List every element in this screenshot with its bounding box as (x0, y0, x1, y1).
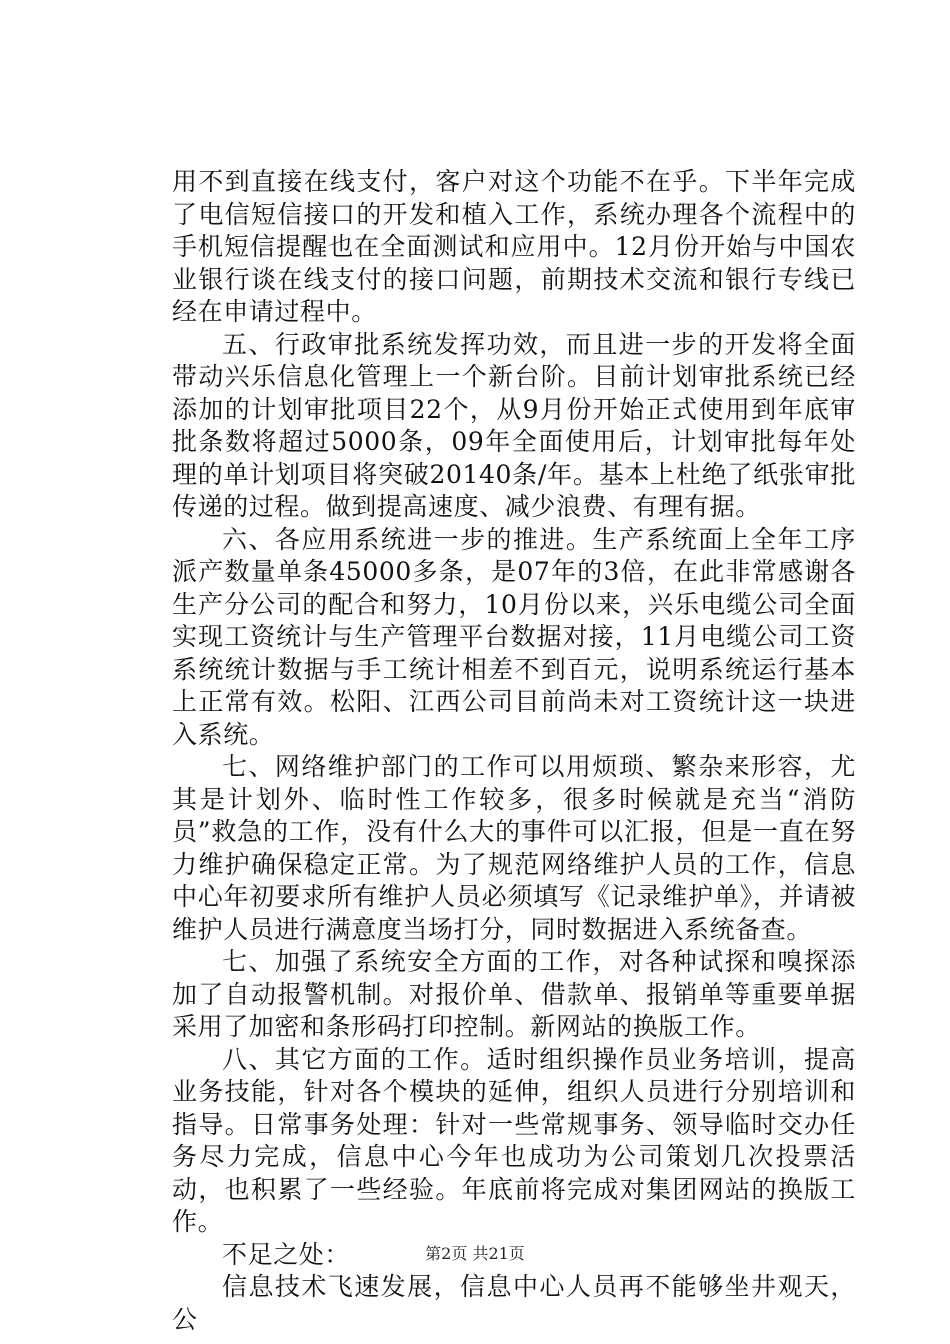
page-footer: 第2页 共21页 (425, 1244, 525, 1263)
shortcomings-heading: 不足之处： (222, 1239, 351, 1269)
paragraph-7-system-security: 七、加强了系统安全方面的工作，对各种试探和嗅探添加了自动报警机制。对报价单、借款单、报销单等重要单据采用了加密和条形码打印控制。新网站的换版工作。 (172, 947, 856, 1041)
paragraph-6-application-systems: 六、各应用系统进一步的推进。生产系统面上全年工序派产数量单条45000多条，是07年的3倍，在此非常感谢各生产分公司的配合和努力，10月份以来，兴乐电缆公司全面实现工资统计与生产管理平台数据对接，11月电缆公司工资系统统计数据与手工统计相差不到百元，说明系统运行基本上正常有效。松阳、江西公司目前尚未对工资统计这一块进入系统。 (172, 524, 856, 749)
paragraph-shortcomings: 信息技术飞速发展，信息中心人员再不能够坐井观天，公 (172, 1272, 856, 1334)
paragraph-8-other-work: 八、其它方面的工作。适时组织操作员业务培训，提高业务技能，针对各个模块的延伸，组织人员进行分别培训和指导。日常事务处理：针对一些常规事务、领导临时交办任务尽力完成，信息中心今年也成功为公司策划几次投票活动，也积累了一些经验。年底前将完成对集团网站的换版工作。 (172, 1044, 856, 1236)
paragraph-continued: 用不到直接在线支付，客户对这个功能不在乎。下半年完成了电信短信接口的开发和植入工作，系统办理各个流程中的手机短信提醒也在全面测试和应用中。12月份开始与中国农业银行谈在线支付的接口问题，前期技术交流和银行专线已经在申请过程中。 (172, 167, 856, 326)
paragraph-5-approval-system: 五、行政审批系统发挥功效，而且进一步的开发将全面带动兴乐信息化管理上一个新台阶。目前计划审批系统已经添加的计划审批项目22个，从9月份开始正式使用到年底审批条数将超过5000条，09年全面使用后，计划审批每年处理的单计划项目将突破20140条/年。基本上杜绝了纸张审批传递的过程。做到提高速度、减少浪费、有理有据。 (172, 329, 856, 521)
document-body (172, 166, 856, 1336)
paragraph-7-network-maintenance: 七、网络维护部门的工作可以用烦琐、繁杂来形容，尤其是计划外、临时性工作较多，很多时候就是充当“消防员”救急的工作，没有什么大的事件可以汇报，但是一直在努力维护确保稳定正常。为了规范网络维护人员的工作，信息中心年初要求所有维护人员必须填写《记录维护单》，并请被维护人员进行满意度当场打分，同时数据进入系统备查。 (172, 752, 856, 944)
